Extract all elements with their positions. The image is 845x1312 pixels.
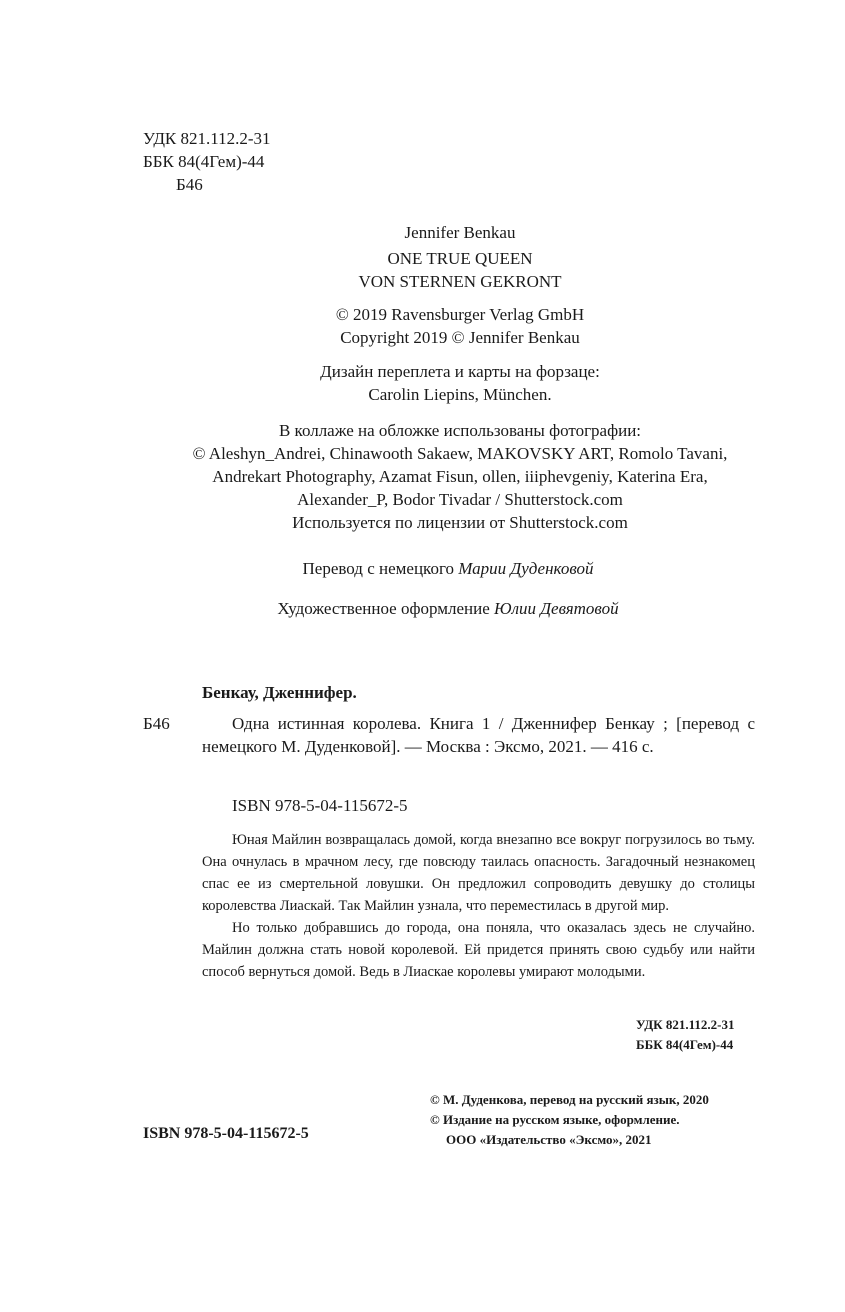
photo-credit-1: В коллаже на обложке использованы фотографии: [278,421,642,440]
original-edition-block [160,221,760,534]
annotation-paragraph-1: Юная Майлин возвращалась домой, когда внезапно все вокруг погрузилось во тьму. Она очнулась в мрачном лесу, где повсюду таилась опасность. Загадочный незнакомец спас ее из смертельной ловушки. Он предложил сопроводить девушку до столицы королевства Лиаскай. Так Майлин узнала, что переместилась в другой мир. [202,832,755,914]
artist-name: Юлии Девятовой [494,599,619,618]
translator-name: Марии Дуденковой [458,559,594,578]
rights-1: © М. Дуденкова, перевод на русский язык, 2020 [430,1092,709,1107]
original-author: Jennifer Benkau [404,223,516,242]
footer-isbn: ISBN 978-5-04-115672-5 [143,1125,309,1142]
original-title-2: VON STERNEN GEKRONT [358,272,562,291]
design-credit-1: Дизайн переплета и карты на форзаце: [320,362,600,381]
rights-3: ООО «Издательство «Эксмо», 2021 [446,1132,652,1147]
translation-credit [148,557,748,580]
annotation-paragraph-2: Но только добравшись до города, она поняла, что оказалась здесь не случайно. Майлин должна стать новой королевой. Ей придется принять свою судьбу или найти способ вернуться домой. Ведь в Лиаскае королевы умирают молодыми. [202,920,755,980]
bbk-code: ББК 84(4Гем)-44 [143,152,265,171]
annotation [202,829,755,983]
catalog-udk: УДК 821.112.2-31 [636,1017,735,1032]
catalog-heading: Бенкау, Дженнифер. [202,683,357,702]
copyright-1: © 2019 Ravensburger Verlag GmbH [335,305,585,324]
art-credit [148,597,748,620]
rights-2: © Издание на русском языке, оформление. [430,1112,680,1127]
photo-credit-3: Andrekart Photography, Azamat Fisun, ollen, iiiphevgeniy, Katerina Era, [212,467,708,486]
rights-block [430,1090,709,1150]
art-label: Художественное оформление [277,599,490,618]
catalog-codes [636,1015,734,1055]
design-credit-2: Carolin Liepins, München. [368,385,552,404]
catalog-isbn: ISBN 978-5-04-115672-5 [232,796,408,815]
photo-credit-4: Alexander_P, Bodor Tivadar / Shutterstock.com [297,490,623,509]
original-title-1: ONE TRUE QUEEN [387,249,533,268]
author-mark: Б46 [176,175,203,194]
photo-credit-5: Используется по лицензии от Shutterstock.com [292,513,628,532]
catalog-bbk: ББК 84(4Гем)-44 [636,1037,734,1052]
copyright-2: Copyright 2019 © Jennifer Benkau [340,328,580,347]
catalog-mark: Б46 [143,714,170,733]
catalog-entry: Одна истинная королева. Книга 1 / Дженнифер Бенкау ; [перевод с немецкого М. Дуденковой]. — Москва : Эксмо, 2021. — 416 с. [202,714,755,756]
udk-code: УДК 821.112.2-31 [143,129,271,148]
top-classification-codes [143,127,271,196]
translation-label: Перевод с немецкого [302,559,454,578]
photo-credit-2: © Aleshyn_Andrei, Chinawooth Sakaew, MAKOVSKY ART, Romolo Tavani, [192,444,728,463]
